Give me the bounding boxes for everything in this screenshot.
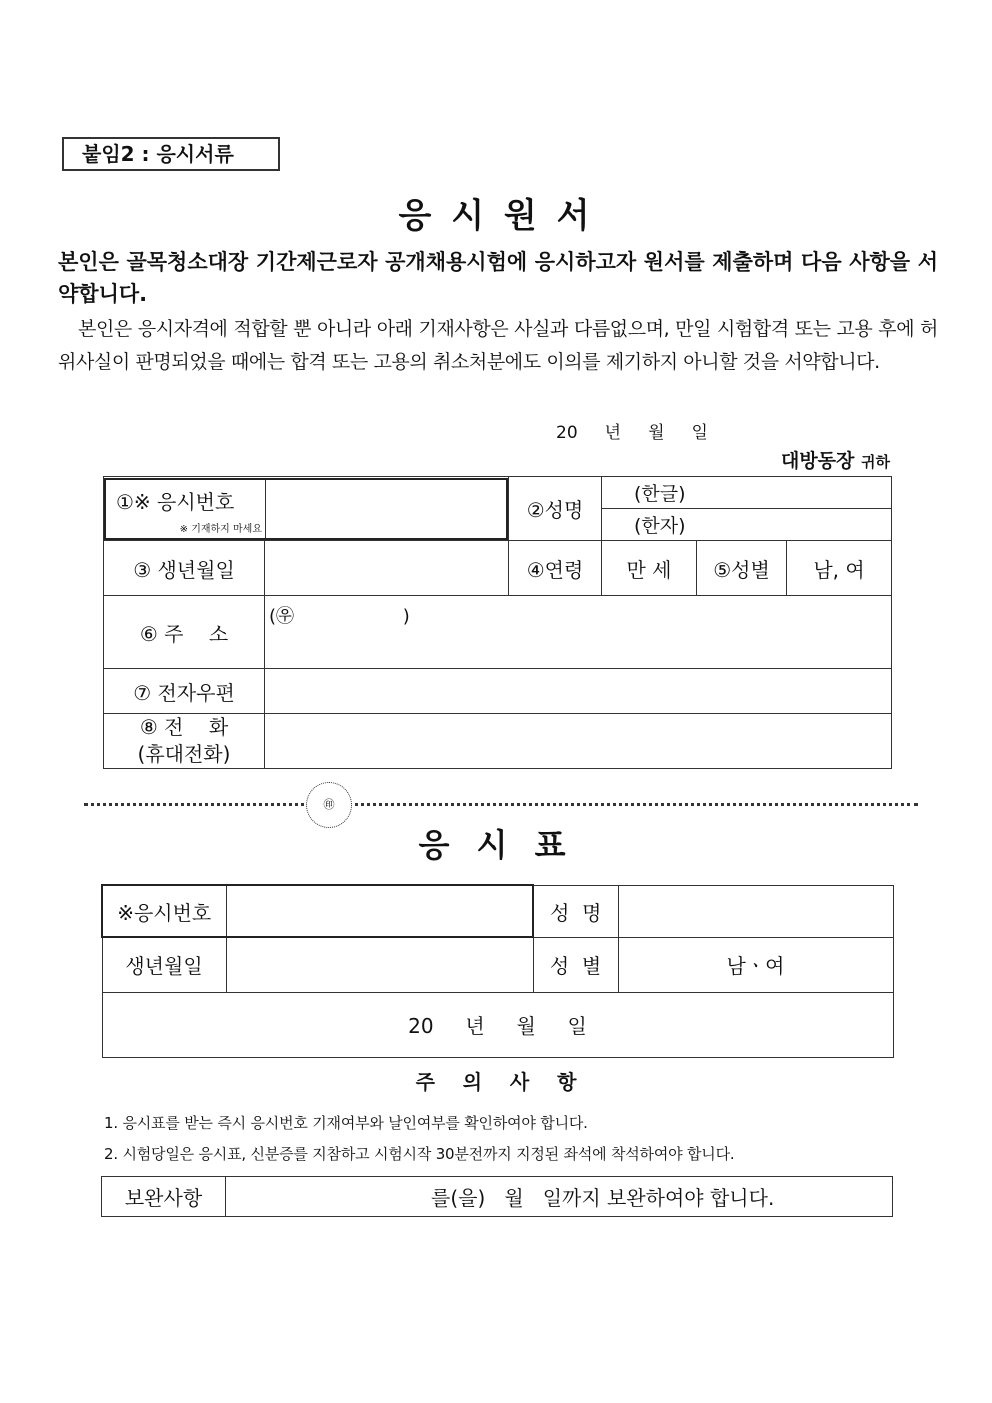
- cut-line: [84, 803, 918, 806]
- birth-date-field[interactable]: [265, 541, 509, 596]
- application-date: 20 년 월 일: [556, 423, 708, 443]
- ticket-date: 20 년 월 일: [102, 992, 893, 1057]
- ticket-gender-field[interactable]: 남ㆍ여: [618, 937, 893, 992]
- ticket-title: 응 시 표: [418, 826, 574, 864]
- addressee: [781, 446, 890, 473]
- supplement-label: 보완사항: [102, 1177, 226, 1217]
- exam-number-value[interactable]: [266, 480, 506, 538]
- gender-label: ⑤성별: [697, 541, 787, 596]
- seal-stamp: ㊞: [306, 782, 352, 828]
- phone-label-main: ⑧ 전 화: [139, 715, 229, 739]
- phone-label-sub: (휴대전화): [137, 742, 231, 766]
- ticket-birth-date-label: 생년월일: [102, 937, 226, 992]
- ticket-gender-label: 성 별: [533, 937, 618, 992]
- exam-number-note: ※ 기재하지 마세요: [179, 523, 262, 535]
- ticket-birth-date-field[interactable]: [226, 937, 533, 992]
- name-label: ②성명: [509, 477, 602, 541]
- age-field[interactable]: 만 세: [602, 541, 697, 596]
- application-title: 응 시 원 서: [398, 196, 594, 236]
- addressee-name: 대방동장: [780, 450, 855, 472]
- notes-title: 주 의 사 항: [415, 1070, 577, 1094]
- name-hanja-field[interactable]: (한자): [602, 509, 892, 541]
- ticket-name-field[interactable]: [618, 885, 893, 937]
- address-field[interactable]: (㉾ ): [265, 596, 892, 669]
- age-label: ④연령: [509, 541, 602, 596]
- email-field[interactable]: [265, 669, 892, 714]
- application-form-table: [103, 476, 892, 769]
- note-item: 1. 응시표를 받는 즉시 응시번호 기재여부와 날인여부를 확인하여야 합니다.: [104, 1114, 588, 1132]
- ticket-name-label: 성 명: [533, 885, 618, 937]
- gender-field[interactable]: 남, 여: [787, 541, 892, 596]
- application-intro: 본인은 골목청소대장 기간제근로자 공개채용시험에 응시하고자 원서를 제출하며 다음 사항을 서약합니다.: [58, 250, 938, 306]
- addressee-suffix: 귀하: [861, 453, 890, 471]
- exam-ticket-table: [101, 884, 894, 1058]
- supplement-table: [101, 1176, 893, 1217]
- exam-number-label: ①※ 응시번호: [116, 489, 235, 514]
- note-item: 2. 시험당일은 응시표, 신분증를 지참하고 시험시작 30분전까지 지정된 좌석에 착석하여야 합니다.: [104, 1145, 735, 1163]
- attachment-label: 붙임2 : 응시서류: [62, 137, 280, 171]
- ticket-exam-number-label: ※응시번호: [102, 885, 226, 937]
- address-label: ⑥ 주 소: [104, 596, 265, 669]
- name-korean-field[interactable]: (한글): [602, 477, 892, 509]
- email-label: ⑦ 전자우편: [104, 669, 265, 714]
- ticket-exam-number-field[interactable]: [226, 885, 533, 937]
- birth-date-label: ③ 생년월일: [104, 541, 265, 596]
- phone-label: [104, 714, 265, 769]
- phone-field[interactable]: [265, 714, 892, 769]
- supplement-field[interactable]: 를(을) 월 일까지 보완하여야 합니다.: [226, 1177, 893, 1217]
- application-pledge: 본인은 응시자격에 적합할 뿐 아니라 아래 기재사항은 사실과 다름없으며, 만일 시험합격 또는 고용 후에 허위사실이 판명되었을 때에는 합격 또는 고용의 취소처분에도 이의를 제기하지 아니할 것을 서약합니다.: [58, 318, 938, 373]
